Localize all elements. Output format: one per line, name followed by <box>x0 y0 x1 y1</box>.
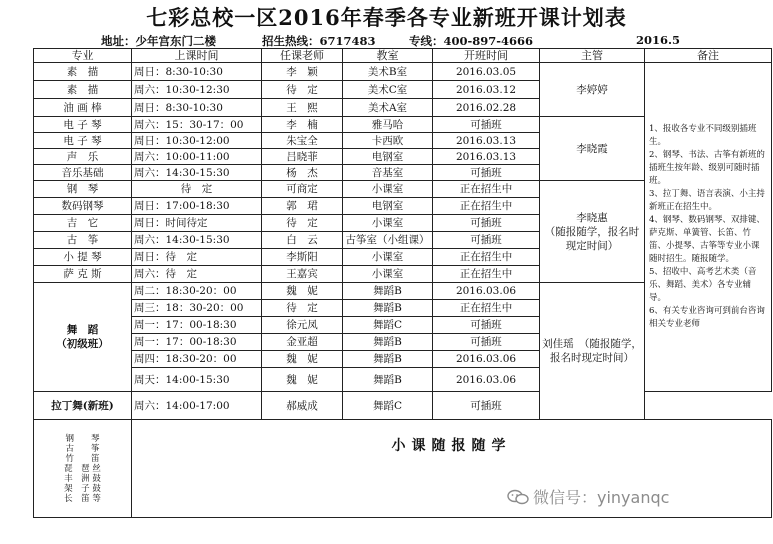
cell-teacher: 吕晓菲 <box>262 149 343 165</box>
cell-time: 周六：14:00-17:00 <box>132 392 262 420</box>
cell-teacher: 郭 珺 <box>262 198 343 215</box>
note-cell: 1、报收各专业不同级别插班生。 2、钢琴、书法、古筝有新班的插班生按年龄、级别可随时插班。 3、拉丁舞、语言表演、小主持新班正在招生中。 4、钢琴、数码钢琴、双排键、萨克斯、单簧管、长笛、竹笛、小提琴、古筝等专业小课随时招生。随报随学。 5、招收中、高考艺术类（音乐、舞蹈、美术）各专业辅导。 6、有关专业咨询可到前台咨询相关专业老师 <box>645 63 772 392</box>
cell-room: 美术B室 <box>343 63 433 81</box>
cell-room: 小课室 <box>343 181 433 198</box>
mini-subject: 古 筝 <box>65 443 100 454</box>
wechat-icon <box>507 489 529 505</box>
cell-time: 周日：10:30-12:00 <box>132 133 262 149</box>
cell-start: 可插班 <box>433 334 540 351</box>
hotline-text: 招生热线：6717483 <box>262 34 376 48</box>
table-row <box>34 392 772 420</box>
cell-start: 可插班 <box>433 117 540 133</box>
cell-room: 美术A室 <box>343 99 433 117</box>
cell-start: 2016.03.12 <box>433 81 540 99</box>
cell-time: 周六：10:00-11:00 <box>132 149 262 165</box>
cell-major: 吉 它 <box>34 215 132 232</box>
cell-time: 周四：18:30-20：00 <box>132 351 262 368</box>
cell-room: 舞蹈B <box>343 283 433 300</box>
cell-teacher: 魏 妮 <box>262 351 343 368</box>
cell-major: 萨 克 斯 <box>34 266 132 283</box>
cell-time: 周六：14:30-15:30 <box>132 165 262 181</box>
cell-room: 舞蹈B <box>343 334 433 351</box>
cell-room: 舞蹈B <box>343 300 433 317</box>
cell-time: 周日：17:00-18:30 <box>132 198 262 215</box>
mini-banner-cell <box>132 420 772 518</box>
cell-start: 可插班 <box>433 317 540 334</box>
cell-start: 2016.02.28 <box>433 99 540 117</box>
supervisor-cell: 李晓霞 <box>540 117 645 181</box>
cell-major: 钢 琴 <box>34 181 132 198</box>
cell-time: 周一：17：00-18:30 <box>132 317 262 334</box>
cell-time: 周日：8:30-10:30 <box>132 99 262 117</box>
cell-room: 舞蹈C <box>343 392 433 420</box>
cell-room: 电钢室 <box>343 149 433 165</box>
cell-time: 周六：10:30-12:30 <box>132 81 262 99</box>
cell-room: 美术C室 <box>343 81 433 99</box>
cell-start: 2016.03.06 <box>433 368 540 392</box>
cell-start: 可插班 <box>433 165 540 181</box>
cell-teacher: 待 定 <box>262 81 343 99</box>
cell-start: 2016.03.13 <box>433 133 540 149</box>
cell-time: 待 定 <box>132 181 262 198</box>
cell-room: 小课室 <box>343 266 433 283</box>
cell-teacher: 金亚超 <box>262 334 343 351</box>
mini-subject: 竹 笛 <box>65 453 100 464</box>
cell-time: 周六：15：30-17：00 <box>132 117 262 133</box>
header-note: 备注 <box>645 49 772 63</box>
schedule-table <box>33 48 772 518</box>
cell-time: 周一：17：00-18:30 <box>132 334 262 351</box>
cell-teacher: 待 定 <box>262 300 343 317</box>
cell-teacher: 李 楠 <box>262 117 343 133</box>
supervisor-cell: 刘佳瑶 （随报随学，报名时现定时间） <box>540 283 645 420</box>
mini-subject: 丰 洲 鼓 <box>64 473 101 484</box>
mini-subject: 长 笛 等 <box>64 493 101 504</box>
cell-room: 古筝室（小组课） <box>343 232 433 249</box>
cell-teacher: 李斯阳 <box>262 249 343 266</box>
cell-major: 声 乐 <box>34 149 132 165</box>
cell-major: 电 子 琴 <box>34 117 132 133</box>
mini-banner: 小课随报随学 <box>391 438 512 454</box>
cell-teacher: 白 云 <box>262 232 343 249</box>
cell-room: 小课室 <box>343 249 433 266</box>
cell-room: 雅马哈 <box>343 117 433 133</box>
mini-subject: 琵 琶 丝 <box>64 463 101 474</box>
cell-time: 周日：8:30-10:30 <box>132 63 262 81</box>
cell-room: 舞蹈C <box>343 317 433 334</box>
watermark-text: 微信号：yinyanqc <box>533 488 670 507</box>
cell-room: 舞蹈B <box>343 351 433 368</box>
cell-teacher: 李 颖 <box>262 63 343 81</box>
cell-major: 小 提 琴 <box>34 249 132 266</box>
cell-time: 周日：待 定 <box>132 249 262 266</box>
cell-major: 素 描 <box>34 63 132 81</box>
cell-teacher: 徐元凤 <box>262 317 343 334</box>
cell-teacher: 可商定 <box>262 181 343 198</box>
supervisor-cell: 李晓惠 （随报随学，报名时现定时间） <box>540 181 645 283</box>
cell-room: 小课室 <box>343 215 433 232</box>
header-start: 开班时间 <box>433 49 540 63</box>
table-row <box>34 63 772 81</box>
cell-teacher: 王 熙 <box>262 99 343 117</box>
cell-major: 油 画 棒 <box>34 99 132 117</box>
cell-major: 数码钢琴 <box>34 198 132 215</box>
cell-start: 2016.03.13 <box>433 149 540 165</box>
header-room: 教室 <box>343 49 433 63</box>
cell-start: 2016.03.06 <box>433 283 540 300</box>
cell-teacher: 朱宝全 <box>262 133 343 149</box>
cell-start: 可插班 <box>433 215 540 232</box>
mini-subject: 架 子 鼓 <box>64 483 101 494</box>
page-title: 七彩总校一区2016年春季各专业新班开课计划表 <box>146 5 627 30</box>
cell-teacher: 魏 妮 <box>262 283 343 300</box>
cell-start: 正在招生中 <box>433 198 540 215</box>
cell-room: 舞蹈B <box>343 368 433 392</box>
cell-major: 素 描 <box>34 81 132 99</box>
cell-room: 音基室 <box>343 165 433 181</box>
cell-time: 周六：待 定 <box>132 266 262 283</box>
cell-start: 2016.03.06 <box>433 351 540 368</box>
cell-major: 拉丁舞(新班) <box>34 392 132 420</box>
cell-time: 周六：14:30-15:30 <box>132 232 262 249</box>
cell-time: 周天：14:00-15:30 <box>132 368 262 392</box>
cell-major: 音乐基础 <box>34 165 132 181</box>
special-line-text: 专线：400-897-4666 <box>409 34 534 48</box>
address-text: 地址：少年宫东门二楼 <box>101 34 216 48</box>
cell-teacher: 王嘉宾 <box>262 266 343 283</box>
cell-start: 可插班 <box>433 232 540 249</box>
cell-start: 正在招生中 <box>433 300 540 317</box>
supervisor-cell: 李婷婷 <box>540 63 645 117</box>
cell-start: 2016.03.05 <box>433 63 540 81</box>
cell-teacher: 魏 妮 <box>262 368 343 392</box>
cell-time: 周三：18：30-20：00 <box>132 300 262 317</box>
header-time: 上课时间 <box>132 49 262 63</box>
header-supervisor: 主管 <box>540 49 645 63</box>
header-teacher: 任课老师 <box>262 49 343 63</box>
cell-room: 卡西欧 <box>343 133 433 149</box>
mini-subject-list <box>34 420 132 518</box>
cell-time: 周日：时间待定 <box>132 215 262 232</box>
mini-subject: 钢 琴 <box>65 433 100 444</box>
cell-room: 电钢室 <box>343 198 433 215</box>
header-major: 专业 <box>34 49 132 63</box>
cell-time: 周二：18:30-20：00 <box>132 283 262 300</box>
header-row <box>34 49 772 63</box>
cell-teacher: 杨 杰 <box>262 165 343 181</box>
cell-teacher: 郝威成 <box>262 392 343 420</box>
cell-teacher: 待 定 <box>262 215 343 232</box>
cell-major: 电 子 琴 <box>34 133 132 149</box>
cell-major: 古 筝 <box>34 232 132 249</box>
dance-major-cell: 舞 蹈 （初级班） <box>34 283 132 392</box>
wechat-watermark <box>507 485 669 508</box>
cell-start: 正在招生中 <box>433 266 540 283</box>
date-text: 2016.5 <box>636 33 681 47</box>
cell-start: 正在招生中 <box>433 249 540 266</box>
cell-start: 正在招生中 <box>433 181 540 198</box>
cell-start: 可插班 <box>433 392 540 420</box>
